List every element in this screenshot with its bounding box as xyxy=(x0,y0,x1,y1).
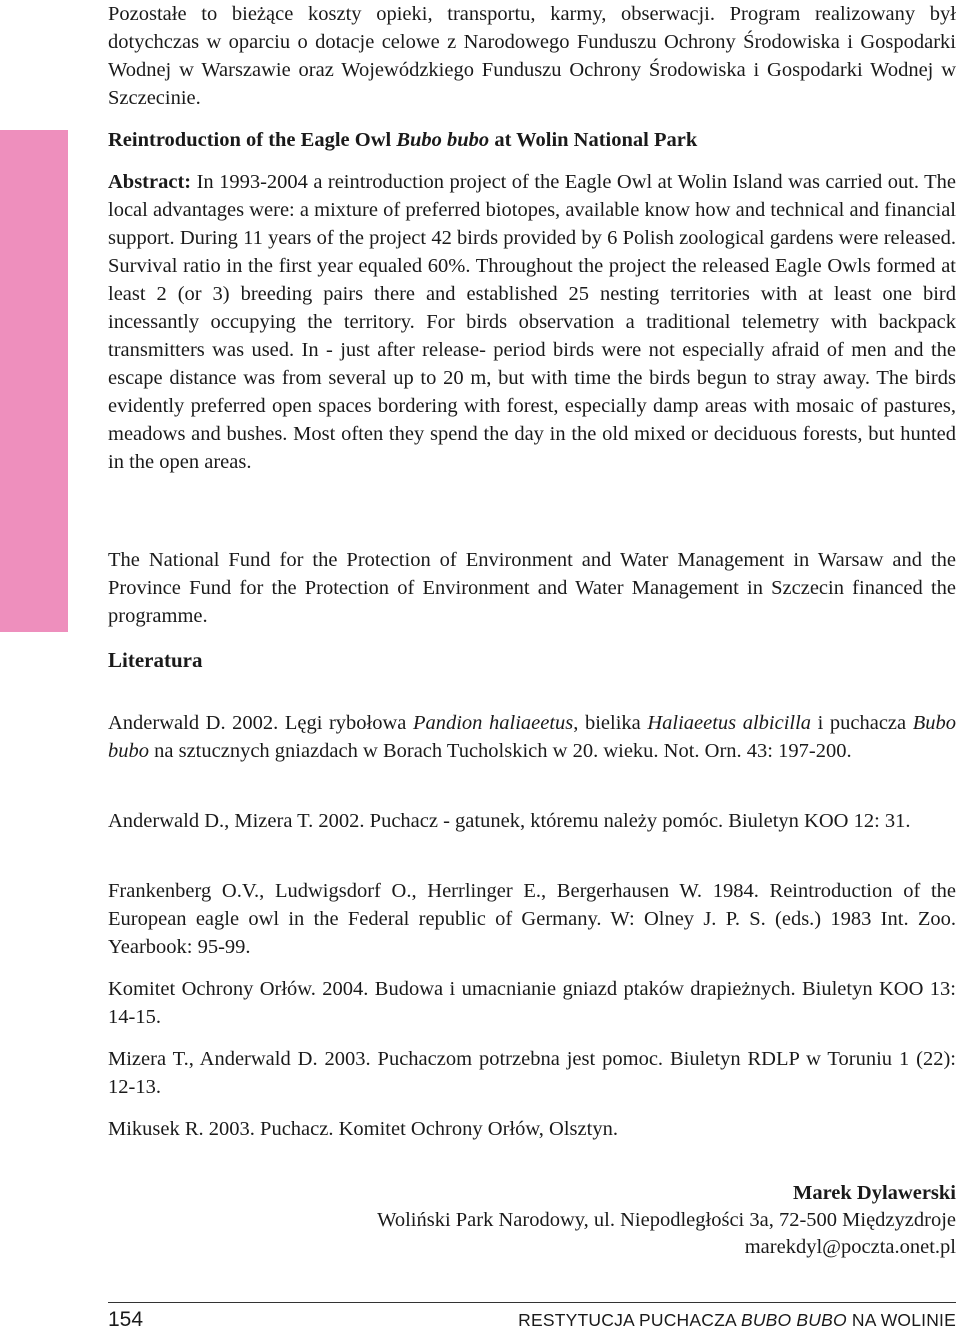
author-email: marekdyl@poczta.onet.pl xyxy=(744,1236,956,1258)
page-footer xyxy=(108,1302,956,1332)
title-part-1: Reintroduction of the Eagle Owl xyxy=(108,129,397,151)
reference-5: Mizera T., Anderwald D. 2003. Puchaczom potrzebna jest pomoc. Biuletyn RDLP w Toruniu 1 (22): 12-13. xyxy=(108,1047,956,1098)
reference-3: Frankenberg O.V., Ludwigsdorf O., Herrlinger E., Bergerhausen W. 1984. Reintroduction of the European eagle owl in the Federal republic of Germany. W: Olney J. P. S. (eds.) 1983 Int. Zoo. Yearbook: 95-99. xyxy=(108,879,956,958)
abstract-label: Abstract: xyxy=(108,171,192,193)
ref1-c: , bielika xyxy=(573,711,648,734)
ref1-g: na sztucznych gniazdach w Borach Tucholskich w 20. wieku. Not. Orn. 43: 197-200. xyxy=(149,739,852,762)
author-address: Woliński Park Narodowy, ul. Niepodległości 3a, 72-500 Międzyzdroje xyxy=(377,1209,956,1231)
author-signature xyxy=(377,1180,956,1261)
running-part-2: BUBO BUBO xyxy=(740,1310,847,1330)
reference-6: Mikusek R. 2003. Puchacz. Komitet Ochrony Orłów, Olsztyn. xyxy=(108,1117,618,1140)
literature-heading: Literatura xyxy=(108,648,203,672)
funding-paragraph: The National Fund for the Protection of Environment and Water Management in Warsaw and the Province Fund for the Protection of Environment and Water Management in Szczecin financed the programme. xyxy=(108,549,956,627)
lead-paragraph: Pozostałe to bieżące koszty opieki, transportu, karmy, obserwacji. Program realizowany był dotychczas w oparciu o dotacje celowe z Narodowego Funduszu Ochrony Środowiska i Gospodarki Wodnej w Warszawie oraz Wojewódzkiego Funduszu Ochrony Środowiska i Gospodarki Wodnej w Szczecinie. xyxy=(108,3,956,109)
page-number: 154 xyxy=(108,1308,144,1331)
ref1-f: Bubo bubo xyxy=(108,711,956,762)
footer-rule xyxy=(108,1302,956,1303)
reference-2: Anderwald D., Mizera T. 2002. Puchacz - gatunek, któremu należy pomóc. Biuletyn KOO 12: 31. xyxy=(108,809,911,832)
ref1-e: i puchacza xyxy=(811,711,913,734)
side-color-tab xyxy=(0,130,68,632)
abstract-paragraph xyxy=(108,168,956,476)
english-title xyxy=(108,126,956,154)
title-part-2: at Wolin National Park xyxy=(489,129,698,151)
ref1-b: Pandion haliaeetus xyxy=(412,711,574,734)
running-title xyxy=(518,1310,956,1331)
abstract-text: In 1993-2004 a reintroduction project of the Eagle Owl at Wolin Island was carried out. The local advantages were: a mixture of preferred biotopes, available know how and technical and financial support. During 11 years of the project 42 birds provided by 6 Polish zoological gardens were released. Survival ratio in the first year equaled 60%. Throughout the project the released Eagle Owls formed at least 2 (or 3) breeding pairs there and established 25 nesting territories with at least one bird incessantly occupying the territory. For birds observation a traditional telemetry with backpack transmitters was used. In - just after release- period birds were not especially afraid of men and the escape distance was from several up to 20 m, but with time the birds begun to stray away. The birds evidently preferred open spaces bordering with forest, especially damp areas with mosaic of pastures, meadows and bushes. Most often they spend the day in the old mixed or deciduous forests, but hunted in the open areas. xyxy=(108,171,956,473)
reference-1 xyxy=(108,709,956,765)
title-species: Bubo bubo xyxy=(396,129,490,151)
ref1-d: Haliaeetus albicilla xyxy=(647,711,812,734)
running-part-3: NA WOLINIE xyxy=(846,1310,956,1330)
reference-4: Komitet Ochrony Orłów. 2004. Budowa i umacnianie gniazd ptaków drapieżnych. Biuletyn KOO 13: 14-15. xyxy=(108,977,956,1028)
ref1-a: Anderwald D. 2002. Lęgi rybołowa xyxy=(108,711,413,734)
author-name: Marek Dylawerski xyxy=(792,1182,956,1204)
running-part-1: RESTYTUCJA PUCHACZA xyxy=(518,1310,741,1330)
